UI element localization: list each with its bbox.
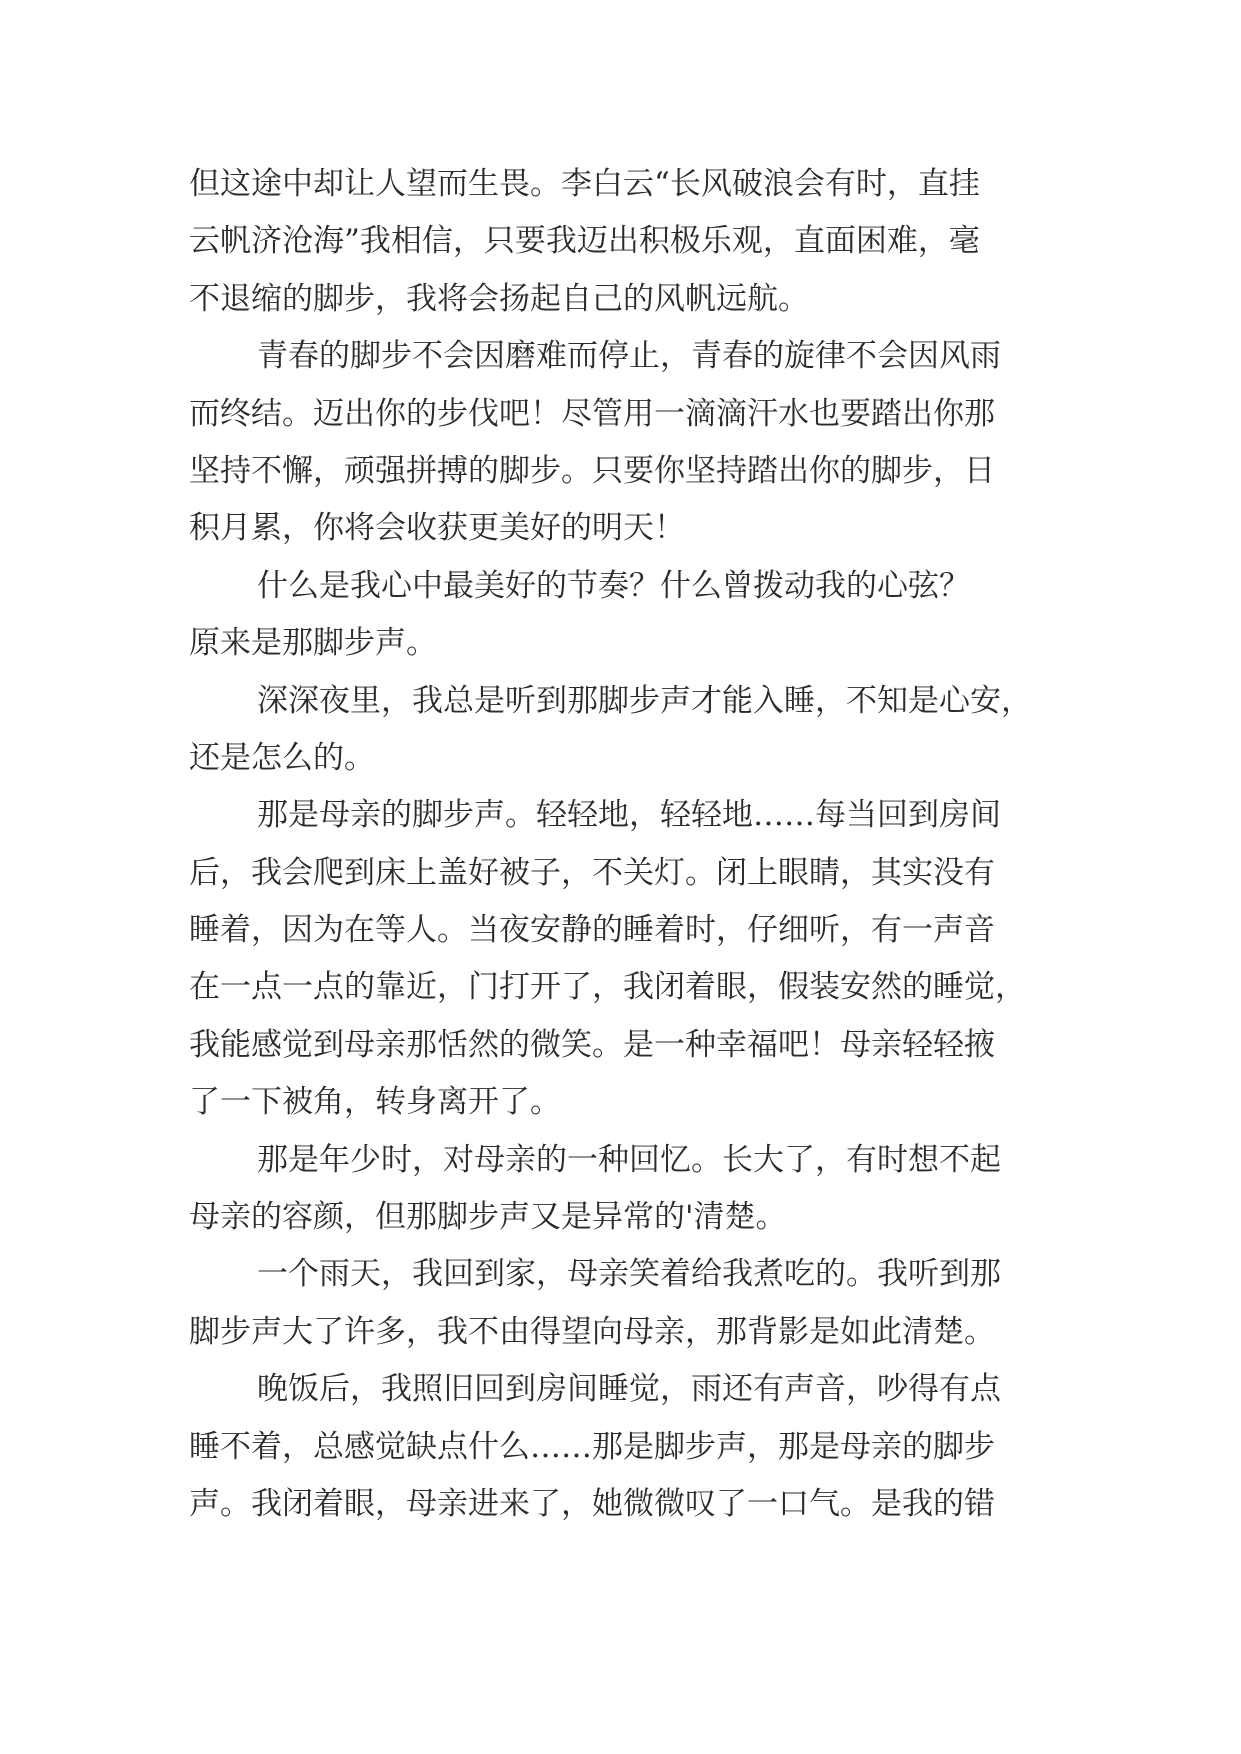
text-line: 了一下被角，转身离开了。 xyxy=(189,1084,561,1121)
text-line: 一个雨天，我回到家，母亲笑着给我煮吃的。我听到那 xyxy=(257,1256,1001,1293)
text-line: 还是怎么的。 xyxy=(189,739,375,776)
text-line: 睡着，因为在等人。当夜安静的睡着时，仔细听，有一声音 xyxy=(189,912,995,949)
body-text xyxy=(189,156,1059,1533)
text-line: 声。我闭着眼，母亲进来了，她微微叹了一口气。是我的错 xyxy=(189,1485,995,1522)
text-line: 原来是那脚步声。 xyxy=(189,625,437,662)
text-line: 那是母亲的脚步声。轻轻地，轻轻地……每当回到房间 xyxy=(257,797,1001,834)
text-line: 那是年少时，对母亲的一种回忆。长大了，有时想不起 xyxy=(257,1141,1001,1178)
text-line: 深深夜里，我总是听到那脚步声才能入睡，不知是心安， xyxy=(257,682,1032,719)
text-line: 青春的脚步不会因磨难而停止，青春的旋律不会因风雨 xyxy=(257,338,1001,375)
text-line: 晚饭后，我照旧回到房间睡觉，雨还有声音，吵得有点 xyxy=(257,1371,1001,1408)
text-line: 不退缩的脚步，我将会扬起自己的风帆远航。 xyxy=(189,280,809,317)
text-line: 我能感觉到母亲那恬然的微笑。是一种幸福吧！母亲轻轻掖 xyxy=(189,1026,995,1063)
text-line: 脚步声大了许多，我不由得望向母亲，那背影是如此清楚。 xyxy=(189,1313,995,1350)
text-line: 母亲的容颜，但那脚步声又是异常的'清楚。 xyxy=(189,1199,787,1236)
text-line: 但这途中却让人望而生畏。李白云“长风破浪会有时，直挂 xyxy=(189,166,980,202)
text-line: 积月累，你将会收获更美好的明天！ xyxy=(189,510,685,547)
text-line: 后，我会爬到床上盖好被子，不关灯。闭上眼睛，其实没有 xyxy=(189,854,995,891)
text-line: 而终结。迈出你的步伐吧！尽管用一滴滴汗水也要踏出你那 xyxy=(189,395,995,432)
text-line: 睡不着，总感觉缺点什么……那是脚步声，那是母亲的脚步 xyxy=(189,1428,995,1465)
text-line: 坚持不懈，顽强拼搏的脚步。只要你坚持踏出你的脚步，日 xyxy=(189,452,995,489)
text-line: 云帆济沧海”我相信，只要我迈出积极乐观，直面困难，毫 xyxy=(189,223,980,260)
text-line: 在一点一点的靠近，门打开了，我闭着眼，假装安然的睡觉， xyxy=(189,969,1026,1006)
text-line: 什么是我心中最美好的节奏？什么曾拨动我的心弦？ xyxy=(257,567,970,604)
